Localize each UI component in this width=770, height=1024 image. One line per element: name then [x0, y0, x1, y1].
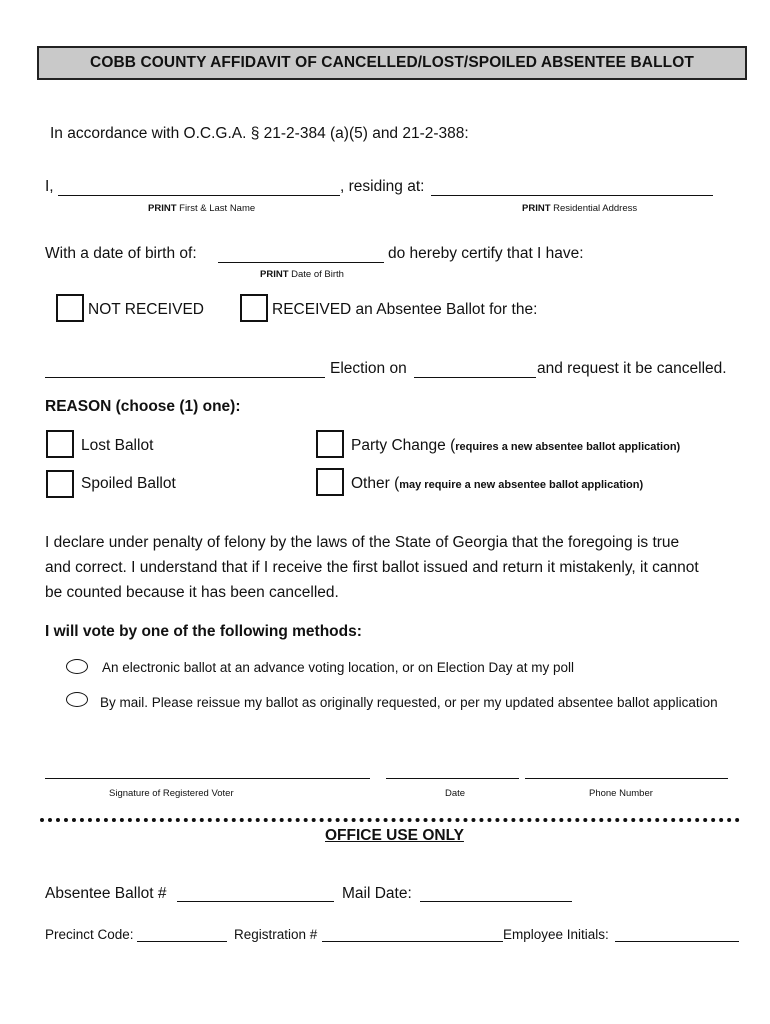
dob-hint-text: Date of Birth: [291, 269, 344, 280]
signature-field[interactable]: [45, 778, 370, 779]
form-title: COBB COUNTY AFFIDAVIT OF CANCELLED/LOST/SPOILED ABSENTEE BALLOT: [90, 54, 694, 71]
election-on-label: Election on: [330, 360, 407, 377]
name-field[interactable]: [58, 195, 340, 196]
dob-hint-bold: PRINT: [260, 269, 289, 280]
electronic-label: An electronic ballot at an advance voting location, or on Election Day at my poll: [102, 660, 575, 675]
party-change-text: Party Change (: [351, 437, 456, 454]
ballot-number-field[interactable]: [177, 901, 334, 902]
declaration-line-3: be counted because it has been cancelled.: [45, 584, 339, 601]
cancel-request-label: and request it be cancelled.: [537, 360, 727, 377]
signature-hint: Signature of Registered Voter: [109, 788, 234, 799]
office-divider: [40, 818, 740, 822]
reason-heading: REASON (choose (1) one):: [45, 398, 241, 415]
phone-hint: Phone Number: [589, 788, 653, 799]
address-field[interactable]: [431, 195, 713, 196]
election-date-field[interactable]: [414, 377, 536, 378]
spoiled-ballot-checkbox[interactable]: [46, 470, 74, 498]
lost-ballot-checkbox[interactable]: [46, 430, 74, 458]
party-change-checkbox[interactable]: [316, 430, 344, 458]
form-title-box: [37, 46, 747, 80]
party-change-label: [351, 437, 680, 455]
address-hint: [522, 203, 637, 214]
residing-label: , residing at:: [340, 178, 425, 195]
employee-field[interactable]: [615, 941, 739, 942]
spoiled-ballot-label: Spoiled Ballot: [81, 475, 176, 492]
other-note: may require a new absentee ballot application): [399, 479, 644, 491]
lost-ballot-label: Lost Ballot: [81, 437, 154, 454]
address-hint-bold: PRINT: [522, 203, 551, 214]
dob-hint: [260, 269, 344, 280]
electronic-radio[interactable]: [66, 659, 88, 674]
party-change-note: requires a new absentee ballot application): [455, 441, 681, 453]
name-hint-text: First & Last Name: [179, 203, 256, 214]
office-heading: OFFICE USE ONLY: [325, 827, 464, 844]
dob-field[interactable]: [218, 262, 384, 263]
precinct-field[interactable]: [137, 941, 227, 942]
methods-heading: I will vote by one of the following methods:: [45, 623, 362, 640]
mail-date-field[interactable]: [420, 901, 572, 902]
other-label: [351, 475, 643, 493]
registration-field[interactable]: [322, 941, 503, 942]
declaration-line-1: I declare under penalty of felony by the laws of the State of Georgia that the foregoing is true: [45, 534, 680, 551]
name-hint: [148, 203, 255, 214]
other-checkbox[interactable]: [316, 468, 344, 496]
name-hint-bold: PRINT: [148, 203, 177, 214]
date-hint: Date: [445, 788, 466, 799]
phone-field[interactable]: [525, 778, 728, 779]
dob-suffix: do hereby certify that I have:: [388, 245, 584, 262]
registration-label: Registration #: [234, 927, 318, 942]
employee-label: Employee Initials:: [503, 927, 609, 942]
other-text: Other (: [351, 475, 400, 492]
ballot-number-label: Absentee Ballot #: [45, 885, 167, 902]
name-prefix: I,: [45, 178, 54, 195]
received-label: RECEIVED an Absentee Ballot for the:: [272, 301, 538, 318]
received-checkbox[interactable]: [240, 294, 268, 322]
not-received-label: NOT RECEIVED: [88, 301, 204, 318]
mail-radio[interactable]: [66, 692, 88, 707]
not-received-checkbox[interactable]: [56, 294, 84, 322]
mail-label: By mail. Please reissue my ballot as originally requested, or per my updated absentee ballot application: [100, 695, 718, 710]
dob-label: With a date of birth of:: [45, 245, 197, 262]
mail-date-label: Mail Date:: [342, 885, 412, 902]
signature-date-field[interactable]: [386, 778, 519, 779]
address-hint-text: Residential Address: [553, 203, 638, 214]
precinct-label: Precinct Code:: [45, 927, 134, 942]
election-name-field[interactable]: [45, 377, 325, 378]
statute-text: In accordance with O.C.G.A. § 21-2-384 (a)(5) and 21-2-388:: [50, 125, 469, 142]
declaration-line-2: and correct. I understand that if I receive the first ballot issued and return it mistakenly, it cannot: [45, 559, 699, 576]
